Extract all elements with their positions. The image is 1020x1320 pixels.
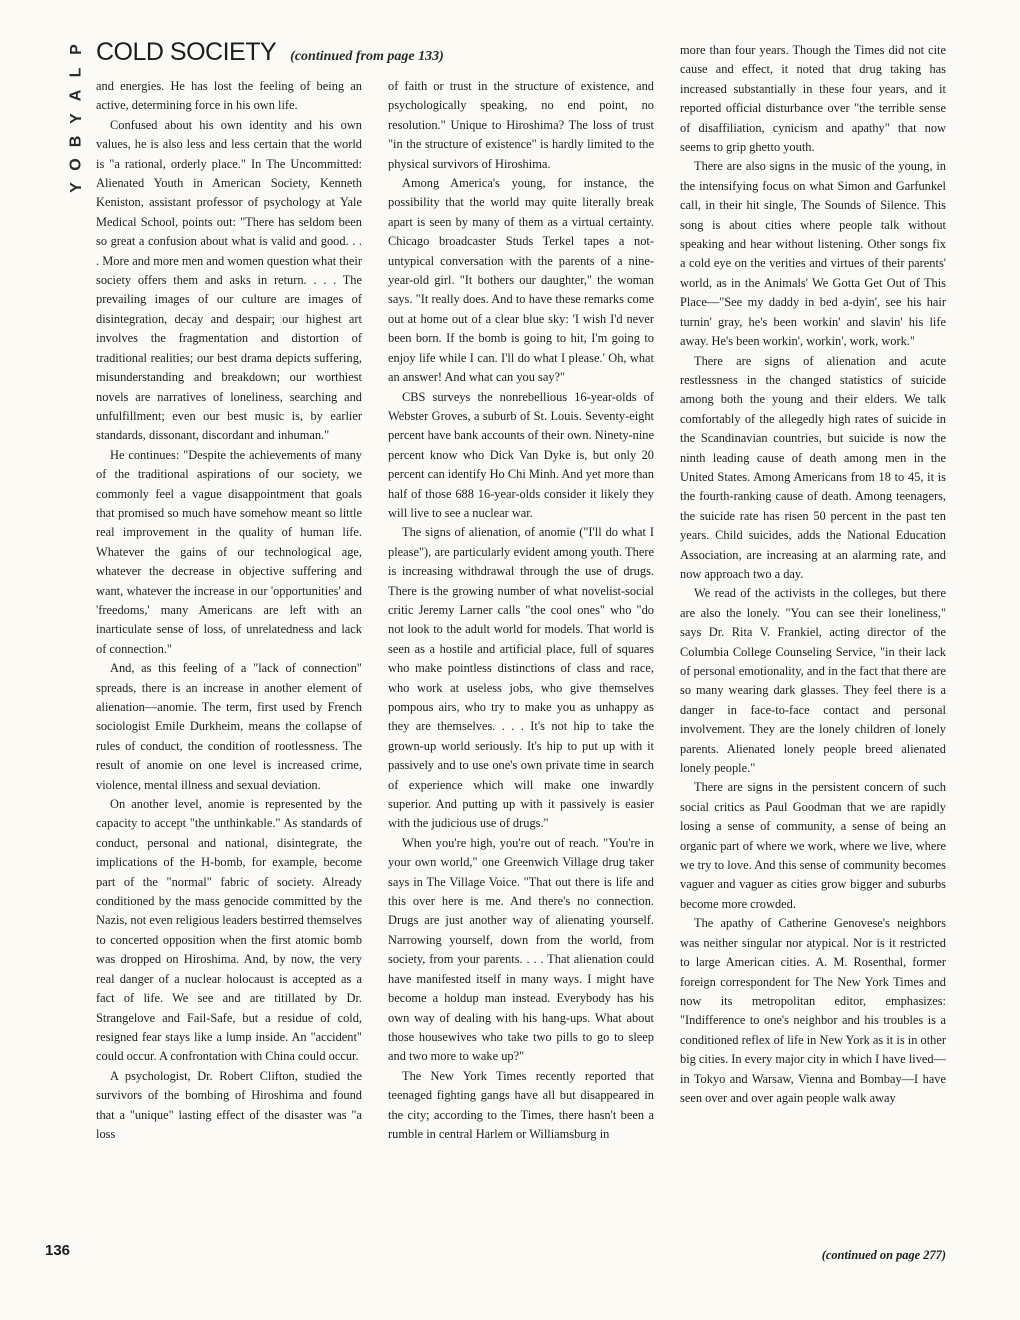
running-head: [96, 38, 656, 67]
paragraph: We read of the activists in the colleges, but there are also the lonely. "You can see their loneliness," says Dr. Rita V. Frankiel, acting director of the Columbia College Counseling Service, "in their lack of personal emotionality, and in the fact that there are so many wearing dark glasses. They feel there is a danger in face-to-face contact and personal involvement. They are the lonely children of lonely parents. Alienated lonely people breed alienated lonely people.": [680, 586, 946, 776]
spine-letter: Y: [67, 113, 85, 124]
text-column-3: [680, 41, 946, 1267]
paragraph: The apathy of Catherine Genovese's neighbors was neither singular nor atypical. Nor is it restricted to large American cities. A. M. Rosenthal, former foreign correspondent for The New York Times and now its metropolitan editor, emphasizes: "Indifference to one's neighbor and his troubles is a conditioned reflex of life in New York as it is in other big cities. In every major city in which I have lived—in Tokyo and Warsaw, Vienna and Bombay—I have seen over and over again people walk away: [680, 916, 946, 1105]
spine-letter: O: [67, 158, 85, 171]
paragraph: And, as this feeling of a "lack of connection" spreads, there is an increase in another element of alienation—anomie. The term, first used by French sociologist Emile Durkheim, means the collapse of rules of conduct, the condition of rootlessness. The result of anomie on one level is increased crime, violence, mental illness and sexual deviation.: [96, 661, 362, 792]
paragraph: Among America's young, for instance, the possibility that the world may quite literally break apart is seen by many of them as a virtual certainty. Chicago broadcaster Studs Terkel tapes a not-untypical conversation with the parents of a nine-year-old girl. "It bothers our daughter," the woman says. "It really does. And to have these remarks come out at home out of a clear blue sky: 'I wish I'd never been born. If the bomb is going to hit, I'm going to enjoy life while I can. I'll do what I please.' Oh, what an answer! And what can you say?": [388, 176, 654, 385]
text-column-2: [388, 77, 654, 1267]
continued-from-note: (continued from page 133): [290, 49, 444, 64]
page-number: 136: [45, 1242, 71, 1259]
paragraph: There are signs of alienation and acute restlessness in the changed statistics of suicide among both the young and their elders. We talk comfortably of the allegedly high rates of suicide in the Scandinavian countries, but suicide is now the ninth leading cause of death among men in the United States. Among Americans from 18 to 45, it is the fourth-ranking cause of death. Among teenagers, the suicide rate has risen 50 percent in the past ten years. Child suicides, adds the National Education Association, are increasing at an alarming rate, and now approach two a day.: [680, 353, 946, 581]
spine-letter: B: [67, 135, 85, 148]
continued-on-note: (continued on page 277): [821, 1248, 946, 1262]
paragraph: He continues: "Despite the achievements of many of the traditional aspirations of our society, we commonly feel a vague disappointment that goals that promised so much have somehow meant so little real improvement in the quality of human life. Whatever the gains of our technological age, whatever the decrease in objective suffering and want, whatever the increase in our 'opportunities' and 'freedoms,' many Americans are left with an inarticulate sense of loss, of unrelatedness and lack of connection.": [96, 447, 362, 656]
article-title: COLD SOCIETY: [96, 38, 277, 66]
paragraph: A psychologist, Dr. Robert Clifton, studied the survivors of the bombing of Hiroshima and found that a "unique" lasting effect of the disaster was "a loss: [96, 1068, 362, 1141]
paragraph: and energies. He has lost the feeling of being an active, determining force in his own life.: [96, 79, 362, 113]
text-column-1: [96, 77, 362, 1267]
paragraph: There are also signs in the music of the young, in the intensifying focus on what Simon and Garfunkel call, in their hit single, The Sounds of Silence. This song is about cities where people talk without speaking and hear without listening. Other songs fix a cold eye on the verities and virtues of their parents' world, as in the Animals' We Gotta Get Out of This Place—"See my daddy in bed a-dyin', see his hair turnin' gray, he's been workin' and slavin' his life away. He's been workin', workin', work, work.": [680, 159, 946, 349]
spine-letter: L: [67, 67, 85, 78]
spine-letter: Y: [67, 182, 85, 193]
paragraph: Confused about his own identity and his own values, he is also less and less certain that the world is "a rational, orderly place." In The Uncommitted: Alienated Youth in American Society, Kenneth Keniston, assistant professor of psychology at Yale Medical School, points out: "There has seldom been so great a confusion about what is valid and good. . . . More and more men and women question what their society offers them and asks in return. . . . The prevailing images of our culture are images of disintegration, decay and despair; our highest art involves the fragmentation and distortion of traditional realities; our best drama depicts suffering, misunderstanding and breakdown; our worthiest novels are narratives of loneliness, searching and unfulfillment; even our best music is, by earlier standards, dissonant, discordant and inhuman.": [96, 117, 362, 443]
paragraph: of faith or trust in the structure of existence, and psychologically speaking, no end point, no resolution." Unique to Hiroshima? The loss of trust "in the structure of existence" is hardly limited to the physical survivors of Hiroshima.: [388, 79, 654, 171]
magazine-name-vertical: [66, 38, 86, 199]
paragraph: The signs of alienation, of anomie ("I'll do what I please"), are particularly evident among youth. There is increasing withdrawal through the use of drugs. There is the growing number of what novelist-social critic Jeremy Larner calls "the cool ones" who "do not look to the adult world for models. That world is seen as a hostile and artificial place, full of squares who make pointless distinctions of class and race, who work at useless jobs, who give themselves pompous airs, who try to make you as unhappy as they are themselves. . . . It's not hip to take the grown-up world seriously. It's hip to put up with it passively and to use one's own private time in search of experience which will make one inwardly superior. And putting up with it passively is easier with the judicious use of drugs.": [388, 525, 654, 831]
paragraph: CBS surveys the nonrebellious 16-year-olds of Webster Groves, a suburb of St. Louis. Seventy-eight percent have bank accounts of their own. Ninety-nine percent know who Dick Van Dyke is, but only 20 percent can identify Ho Chi Minh. And yet more than half of those 688 16-year-olds consider it likely they will live to see a nuclear war.: [388, 389, 654, 520]
paragraph: When you're high, you're out of reach. "You're in your own world," one Greenwich Village drug taker says in The Village Voice. "That out there is life and this over here is me. And there's no connection. Drugs are just another way of alienating yourself. Narrowing yourself, down from the world, from society, from your parents. . . . That alienation could have manifested itself in many ways. I might have become a holdup man instead. Everybody has his own way of dealing with his hang-ups. What about those housewives who take two pills to go to sleep and two more to wake up?": [388, 835, 654, 1064]
paragraph: On another level, anomie is represented by the capacity to accept "the unthinkable." As standards of conduct, personal and national, disintegrate, the implications of the H-bomb, for example, become part of the "normal" fabric of society. Already conditioned by the mass genocide committed by the Nazis, not even religious leaders bestirred themselves to concerted opposition when the first atomic bomb was dropped on Hiroshima. And, by now, the very real danger of a nuclear holocaust is accepted as a fact of life. We see and are titillated by Dr. Strangelove and Fail-Safe, but a residue of cold, resigned fear stays like a lump inside. An "accident" could occur. A confrontation with China could occur.: [96, 797, 362, 1064]
spine-letter: A: [67, 89, 85, 102]
paragraph: The New York Times recently reported that teenaged fighting gangs have all but disappeared in the city; according to the Times, there hasn't been a rumble in central Harlem or Williamsburg in: [388, 1068, 654, 1141]
paragraph: There are signs in the persistent concern of such social critics as Paul Goodman that we are rapidly losing a sense of community, a sense of being an organic part of where we work, where we live, where we try to love. And this sense of community becomes vaguer and vaguer as cities grow bigger and suburbs become more crowded.: [680, 780, 946, 911]
spine-letter: P: [67, 44, 85, 55]
paragraph: more than four years. Though the Times did not cite cause and effect, it noted that drug taking has increased substantially in these four years, and it reported official disturbance over "the terrible sense of disaffiliation, cynicism and apathy" that now seems to grip ghetto youth.: [680, 43, 946, 155]
